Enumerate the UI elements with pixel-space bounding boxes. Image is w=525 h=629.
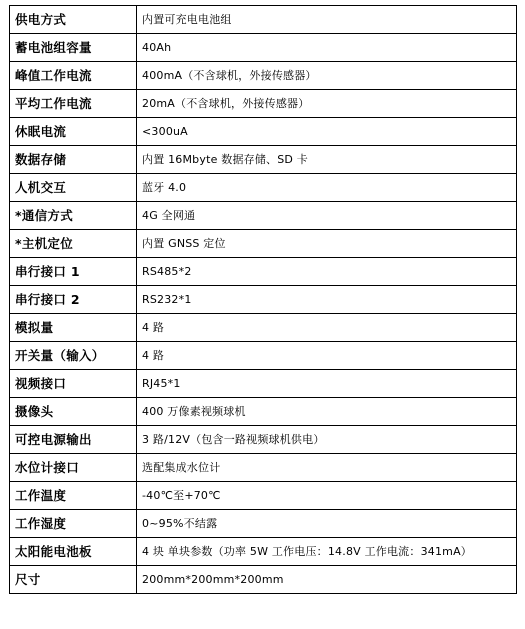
spec-value: 40Ah <box>137 34 517 62</box>
spec-value: RS485*2 <box>137 258 517 286</box>
spec-value: 400mA（不含球机，外接传感器） <box>137 62 517 90</box>
spec-label: 水位计接口 <box>10 454 137 482</box>
table-row <box>10 342 517 370</box>
spec-label: 可控电源输出 <box>10 426 137 454</box>
spec-label: 视频接口 <box>10 370 137 398</box>
spec-value: <300uA <box>137 118 517 146</box>
table-row <box>10 6 517 34</box>
spec-label: 摄像头 <box>10 398 137 426</box>
table-row <box>10 174 517 202</box>
spec-label: 模拟量 <box>10 314 137 342</box>
spec-table-body <box>10 6 517 594</box>
table-row <box>10 538 517 566</box>
table-row <box>10 398 517 426</box>
spec-value: 0~95%不结露 <box>137 510 517 538</box>
spec-value: RJ45*1 <box>137 370 517 398</box>
spec-label: *通信方式 <box>10 202 137 230</box>
spec-value: 4 路 <box>137 314 517 342</box>
spec-value: 3 路/12V（包含一路视频球机供电） <box>137 426 517 454</box>
spec-label: 休眠电流 <box>10 118 137 146</box>
spec-label: 开关量（输入） <box>10 342 137 370</box>
table-row <box>10 34 517 62</box>
table-row <box>10 118 517 146</box>
spec-label: 人机交互 <box>10 174 137 202</box>
spec-value: 200mm*200mm*200mm <box>137 566 517 594</box>
spec-value: 4 块 单块参数（功率 5W 工作电压：14.8V 工作电流：341mA） <box>137 538 517 566</box>
spec-value: 400 万像素视频球机 <box>137 398 517 426</box>
table-row <box>10 510 517 538</box>
spec-value: 内置可充电电池组 <box>137 6 517 34</box>
table-row <box>10 286 517 314</box>
table-row <box>10 314 517 342</box>
spec-label: 太阳能电池板 <box>10 538 137 566</box>
spec-label: 工作湿度 <box>10 510 137 538</box>
spec-value: -40℃至+70℃ <box>137 482 517 510</box>
table-row <box>10 482 517 510</box>
spec-value: 4 路 <box>137 342 517 370</box>
spec-table <box>9 5 517 594</box>
table-row <box>10 90 517 118</box>
table-row <box>10 62 517 90</box>
spec-label: 峰值工作电流 <box>10 62 137 90</box>
table-row <box>10 202 517 230</box>
spec-value: 内置 16Mbyte 数据存储、SD 卡 <box>137 146 517 174</box>
spec-value: 蓝牙 4.0 <box>137 174 517 202</box>
spec-value: 4G 全网通 <box>137 202 517 230</box>
table-row <box>10 146 517 174</box>
table-row <box>10 566 517 594</box>
spec-value: 20mA（不含球机，外接传感器） <box>137 90 517 118</box>
spec-label: 平均工作电流 <box>10 90 137 118</box>
spec-value: 内置 GNSS 定位 <box>137 230 517 258</box>
spec-label: 数据存储 <box>10 146 137 174</box>
spec-label: 串行接口 2 <box>10 286 137 314</box>
spec-label: 工作温度 <box>10 482 137 510</box>
spec-label: 串行接口 1 <box>10 258 137 286</box>
table-row <box>10 426 517 454</box>
table-row <box>10 370 517 398</box>
spec-label: 尺寸 <box>10 566 137 594</box>
spec-label: 蓄电池组容量 <box>10 34 137 62</box>
table-row <box>10 230 517 258</box>
spec-label: 供电方式 <box>10 6 137 34</box>
spec-label: *主机定位 <box>10 230 137 258</box>
table-row <box>10 454 517 482</box>
table-row <box>10 258 517 286</box>
spec-value: RS232*1 <box>137 286 517 314</box>
spec-value: 选配集成水位计 <box>137 454 517 482</box>
